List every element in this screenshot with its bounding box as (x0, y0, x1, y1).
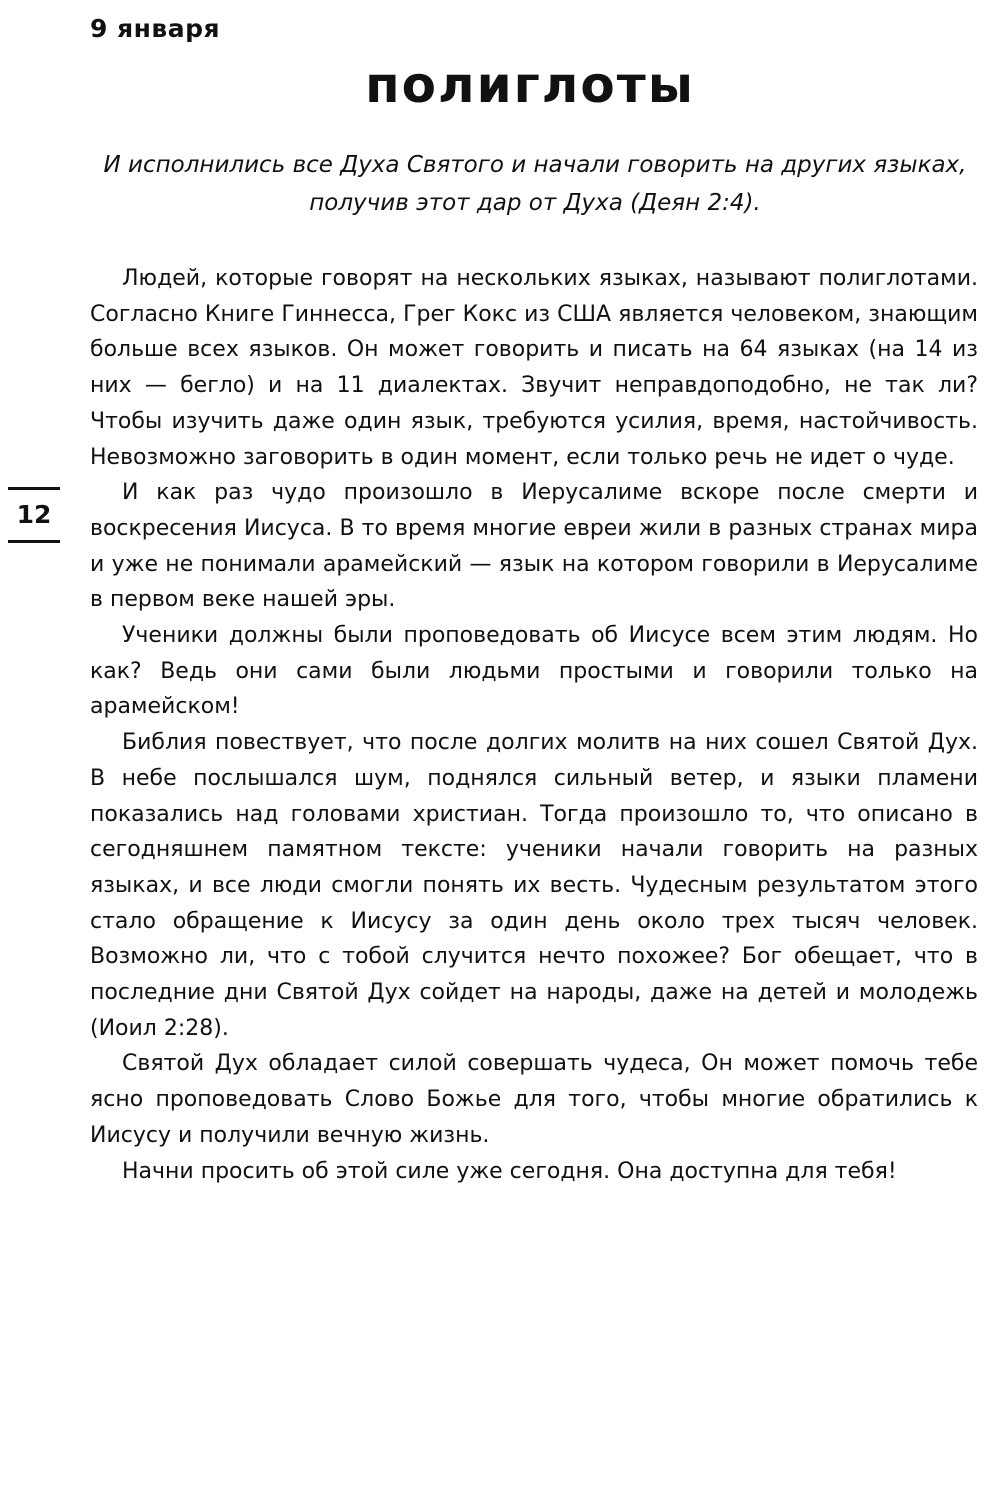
page-number: 12 (16, 500, 52, 529)
page-number-rule-bottom (8, 540, 60, 543)
paragraph: Библия повествует, что после долгих молитв на них сошел Святой Дух. В небе послышался шум, поднялся сильный ветер, и языки пламени показались над головами христиан. Тогда произошло то, что описано в сегодняшнем памятном тексте: ученики начали говорить на разных языках, и все люди смогли понять их весть. Чудесным результатом этого стало обращение к Иисусу за один день около трех тысяч человек. Возможно ли, что с тобой случится нечто похожее? Бог обещает, что в последние дни Святой Дух сойдет на народы, даже на детей и молодежь (Иоил 2:28). (90, 730, 978, 1041)
paragraph: Ученики должны были проповедовать об Иисусе всем этим людям. Но как? Ведь они сами были людьми простыми и говорили только на арамейском! (90, 623, 978, 720)
paragraph: И как раз чудо произошло в Иерусалиме вскоре после смерти и воскресения Иисуса. В то время многие евреи жили в разных странах мира и уже не понимали арамейский — язык на котором говорили в Иерусалиме в первом веке нашей эры. (90, 480, 978, 613)
page-title: полиглоты (365, 56, 695, 114)
body-text (90, 261, 978, 1189)
epigraph-verse: И исполнились все Духа Святого и начали говорить на других языках, получив этот дар от Духа (Деян 2:4). (103, 152, 967, 216)
paragraph: Людей, которые говорят на нескольких языках, называют полиглотами. Согласно Книге Гиннесса, Грег Кокс из США является человеком, знающим больше всех языков. Он может говорить и писать на 64 языках (на 14 из них — бегло) и на 11 диалектах. Звучит неправдоподобно, не так ли? Чтобы изучить даже один язык, требуются усилия, время, настойчивость. Невозможно заговорить в один момент, если только речь не идет о чуде. (90, 266, 978, 470)
page-date: 9 января (90, 14, 221, 43)
paragraph: Начни просить об этой силе уже сегодня. Она доступна для тебя! (122, 1158, 897, 1184)
paragraph: Святой Дух обладает силой совершать чудеса, Он может помочь тебе ясно проповедовать Слово Божье для того, чтобы многие обратились к Иисусу и получили вечную жизнь. (90, 1051, 978, 1148)
page-number-marker (6, 487, 62, 543)
